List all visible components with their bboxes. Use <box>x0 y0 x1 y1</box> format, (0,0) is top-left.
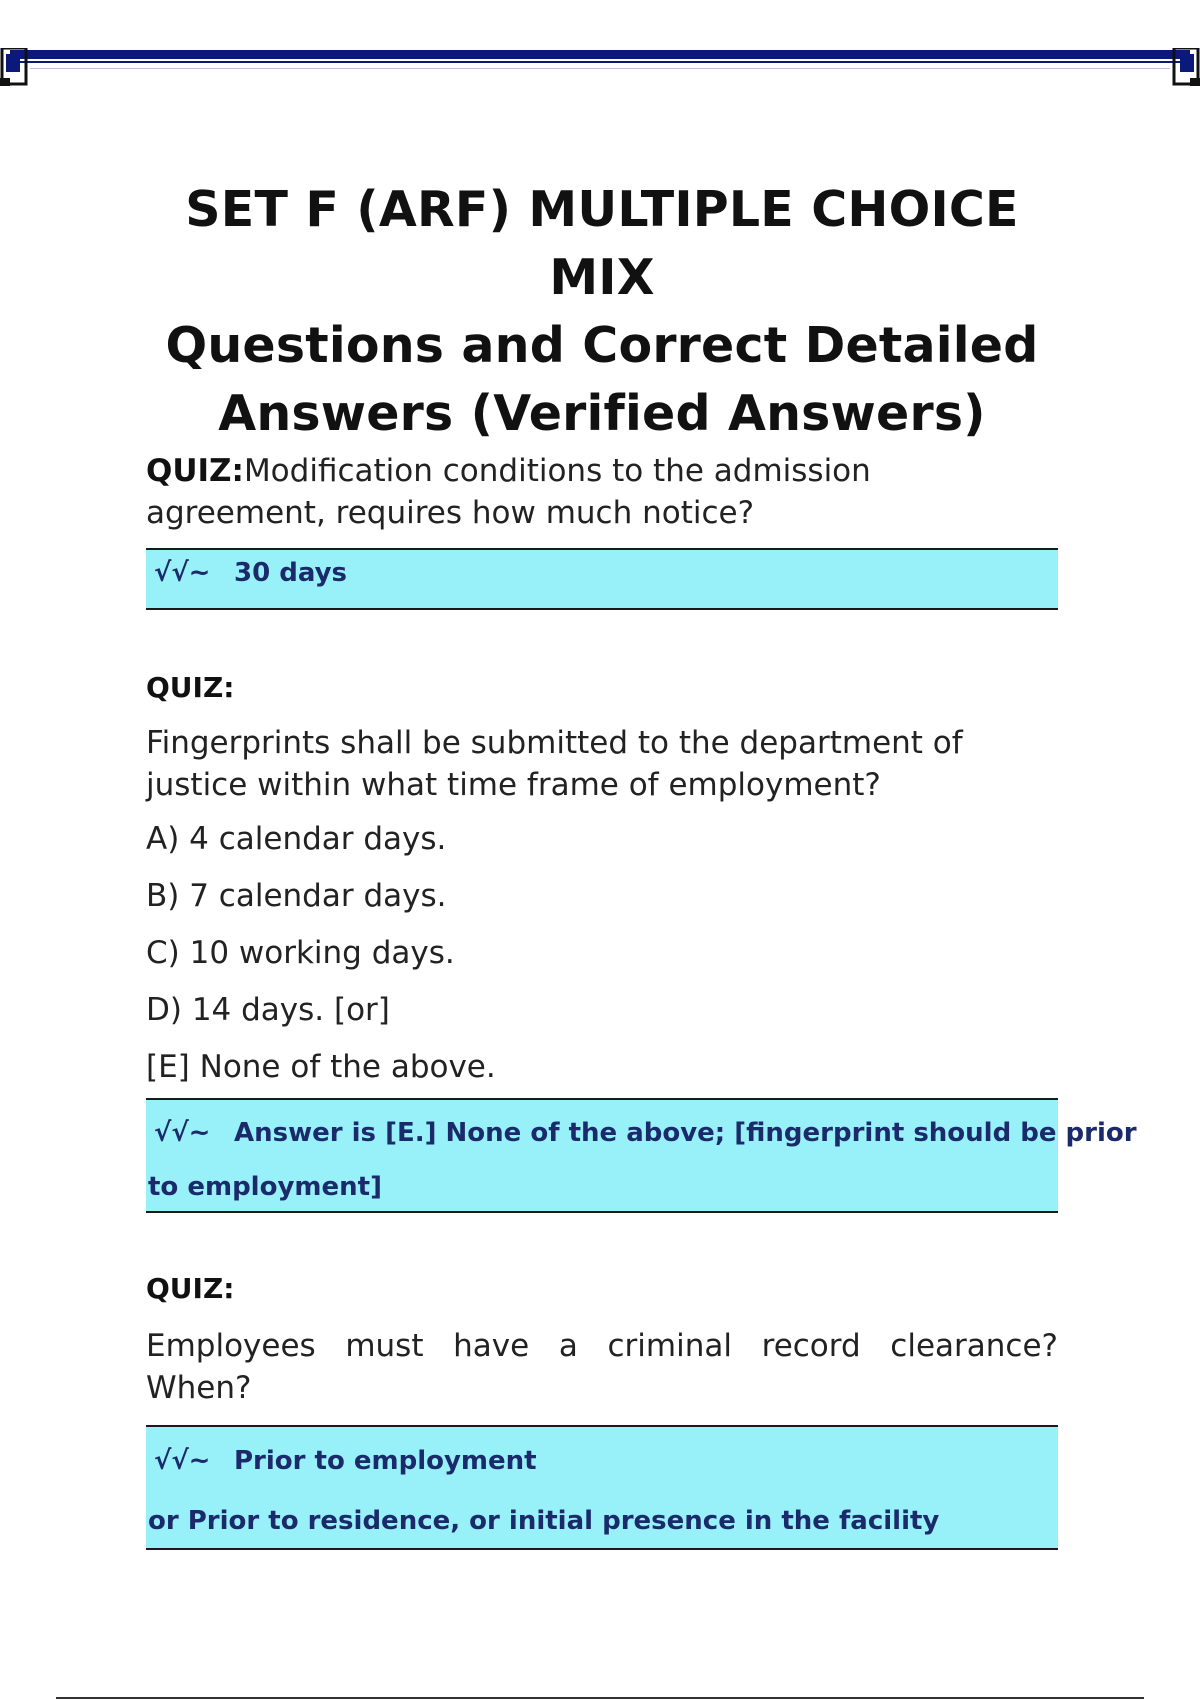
answer-line: or Prior to residence, or initial presence in the facility <box>148 1506 940 1536</box>
quiz-label: QUIZ: <box>146 453 244 489</box>
check-mark-icon: √√~ <box>154 1118 211 1148</box>
answer-text: Answer is [E.] None of the above; [fingerprint should be prior <box>234 1118 1137 1148</box>
answer-box <box>146 548 1058 610</box>
check-mark-icon: √√~ <box>154 1446 211 1476</box>
title-line: Questions and Correct Detailed <box>165 317 1039 374</box>
page-content <box>146 176 1137 1550</box>
footer-divider <box>56 1697 1144 1699</box>
quiz-item-1 <box>146 450 1058 610</box>
option-b: B) 7 calendar days. <box>146 878 447 914</box>
quiz-question-text: Fingerprints shall be submitted to the department of justice within what time frame of employment? <box>146 725 963 803</box>
answer-line <box>148 1431 1056 1491</box>
answer-line: to employment] <box>148 1172 382 1202</box>
title-line: SET F (ARF) MULTIPLE CHOICE MIX <box>185 181 1019 306</box>
quiz-question-text: Employees must have a criminal record clearance? When? <box>146 1328 1058 1406</box>
answer-text: Prior to employment <box>234 1446 537 1476</box>
title-line: Answers (Verified Answers) <box>218 385 986 442</box>
answer-line <box>148 558 1056 588</box>
quiz-item-2 <box>146 668 1137 1213</box>
document-title <box>146 176 1058 448</box>
quiz-label: QUIZ: <box>146 1272 235 1305</box>
option-e: [E] None of the above. <box>146 1049 496 1085</box>
quiz-label: QUIZ: <box>146 671 235 704</box>
quiz-question-text: Modification conditions to the admission agreement, requires how much notice? <box>146 453 871 531</box>
option-c: C) 10 working days. <box>146 935 455 971</box>
answer-line <box>148 1106 1137 1160</box>
answer-box <box>146 1425 1058 1550</box>
option-d: D) 14 days. [or] <box>146 992 390 1028</box>
answer-box <box>146 1098 1137 1213</box>
page-border-top <box>0 48 1200 88</box>
check-mark-icon: √√~ <box>154 558 211 588</box>
options-list <box>146 818 1058 1088</box>
quiz-question <box>146 450 1058 534</box>
option-a: A) 4 calendar days. <box>146 821 447 857</box>
answer-text: 30 days <box>234 558 348 588</box>
quiz-item-3 <box>146 1269 1058 1550</box>
